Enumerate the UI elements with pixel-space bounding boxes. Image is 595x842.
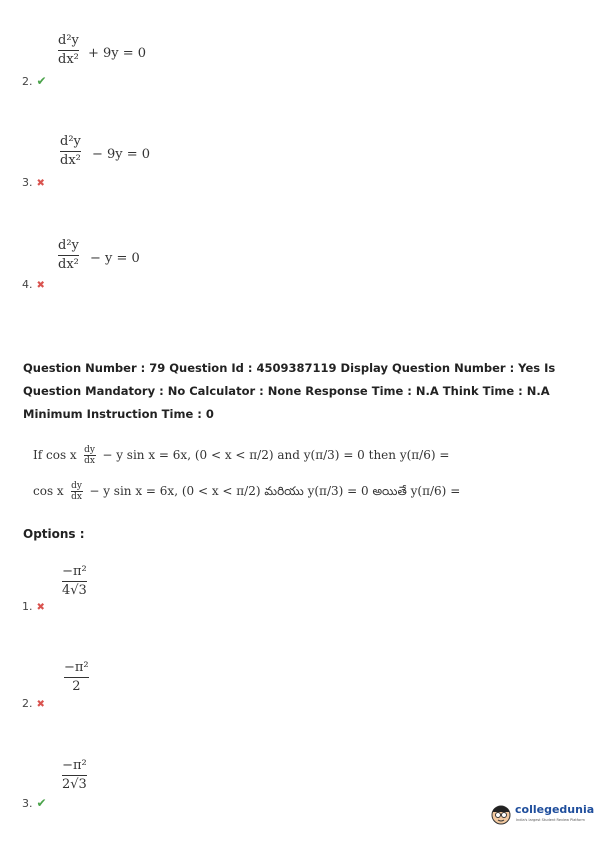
question-equality: = 0 అయితే y xyxy=(347,484,418,498)
question-end: = xyxy=(450,484,461,498)
fraction-numerator: −π² xyxy=(64,660,89,675)
fraction-bar xyxy=(58,255,79,256)
fraction-denominator: 4√3 xyxy=(62,583,87,598)
dy-dx-fraction xyxy=(84,445,96,466)
fraction-numerator: dy xyxy=(84,445,95,455)
prev-option-3-fraction xyxy=(60,134,81,169)
question-text-english xyxy=(33,445,449,466)
option-number: 2. xyxy=(22,75,33,88)
collegedunia-logo xyxy=(490,798,595,832)
check-icon: ✔ xyxy=(36,796,47,810)
prev-option-4-equation: − y = 0 xyxy=(90,251,140,266)
question-info: Question Number : 79 Question Id : 4509387119 Display Question Number : Yes Is Question Mandatory : No Calculator : None Response Time : N.A Think Time : N.A Minimum Instruction Time : 0 xyxy=(23,361,556,421)
fraction-denominator: 2 xyxy=(72,679,81,694)
fraction-numerator: −π² xyxy=(62,758,87,773)
cross-icon: ✖ xyxy=(36,699,45,710)
question-text-telugu xyxy=(33,481,460,502)
fraction-bar xyxy=(62,775,87,776)
option-3-fraction xyxy=(62,758,87,793)
fraction-numerator: dy xyxy=(71,481,82,491)
question-condition: (0 < x < π/2) xyxy=(194,448,274,462)
prev-option-3-label xyxy=(22,176,45,189)
question-argument-1: (π/3) xyxy=(314,484,344,498)
option-1-fraction xyxy=(62,564,87,599)
fraction-denominator: dx xyxy=(71,492,82,502)
option-number: 4. xyxy=(22,278,33,291)
fraction-denominator: 2√3 xyxy=(62,777,87,792)
dy-dx-fraction xyxy=(71,481,83,502)
question-expression: − y sin x = 6x, xyxy=(89,484,179,498)
mascot-icon xyxy=(490,802,512,826)
question-argument-2: (π/6) xyxy=(406,448,436,462)
prev-option-2-label xyxy=(22,74,47,88)
option-2-label xyxy=(22,697,45,710)
question-end: = xyxy=(439,448,450,462)
fraction-numerator: d²y xyxy=(60,134,81,149)
question-condition: (0 < x < π/2) xyxy=(181,484,261,498)
fraction-denominator: dx² xyxy=(58,52,79,67)
brand-name: collegedunia xyxy=(515,803,595,816)
options-heading: Options : xyxy=(23,527,85,541)
prev-option-4-fraction xyxy=(58,238,79,273)
cross-icon: ✖ xyxy=(36,280,45,291)
option-number: 1. xyxy=(22,600,33,613)
option-number: 3. xyxy=(22,797,33,810)
fraction-numerator: d²y xyxy=(58,33,79,48)
fraction-bar xyxy=(58,50,79,51)
question-prefix: If cos x xyxy=(33,448,77,462)
question-argument-1: (π/3) xyxy=(310,448,340,462)
prev-option-3-equation: − 9y = 0 xyxy=(92,147,151,162)
fraction-numerator: d²y xyxy=(58,238,79,253)
option-1-label xyxy=(22,600,45,613)
prev-option-2-equation: + 9y = 0 xyxy=(88,46,147,61)
question-argument-2: (π/6) xyxy=(417,484,447,498)
fraction-denominator: dx² xyxy=(58,257,79,272)
question-connector: and y xyxy=(277,448,311,462)
fraction-denominator: dx² xyxy=(60,153,81,168)
check-icon: ✔ xyxy=(36,74,47,88)
fraction-bar xyxy=(60,151,81,152)
prev-option-2-fraction xyxy=(58,33,79,68)
cross-icon: ✖ xyxy=(36,178,45,189)
brand-tagline: India's largest Student Review Platform xyxy=(516,818,585,822)
question-equality: = 0 then y xyxy=(343,448,407,462)
prev-option-4-label xyxy=(22,278,45,291)
fraction-denominator: dx xyxy=(84,456,95,466)
option-3-label xyxy=(22,796,47,810)
fraction-bar xyxy=(62,581,87,582)
question-connector: మరియు y xyxy=(264,484,315,498)
fraction-bar xyxy=(64,677,89,678)
fraction-numerator: −π² xyxy=(62,564,87,579)
option-number: 3. xyxy=(22,176,33,189)
option-2-fraction xyxy=(64,660,89,695)
question-expression: − y sin x = 6x, xyxy=(102,448,192,462)
option-number: 2. xyxy=(22,697,33,710)
cross-icon: ✖ xyxy=(36,602,45,613)
question-prefix: cos x xyxy=(33,484,64,498)
